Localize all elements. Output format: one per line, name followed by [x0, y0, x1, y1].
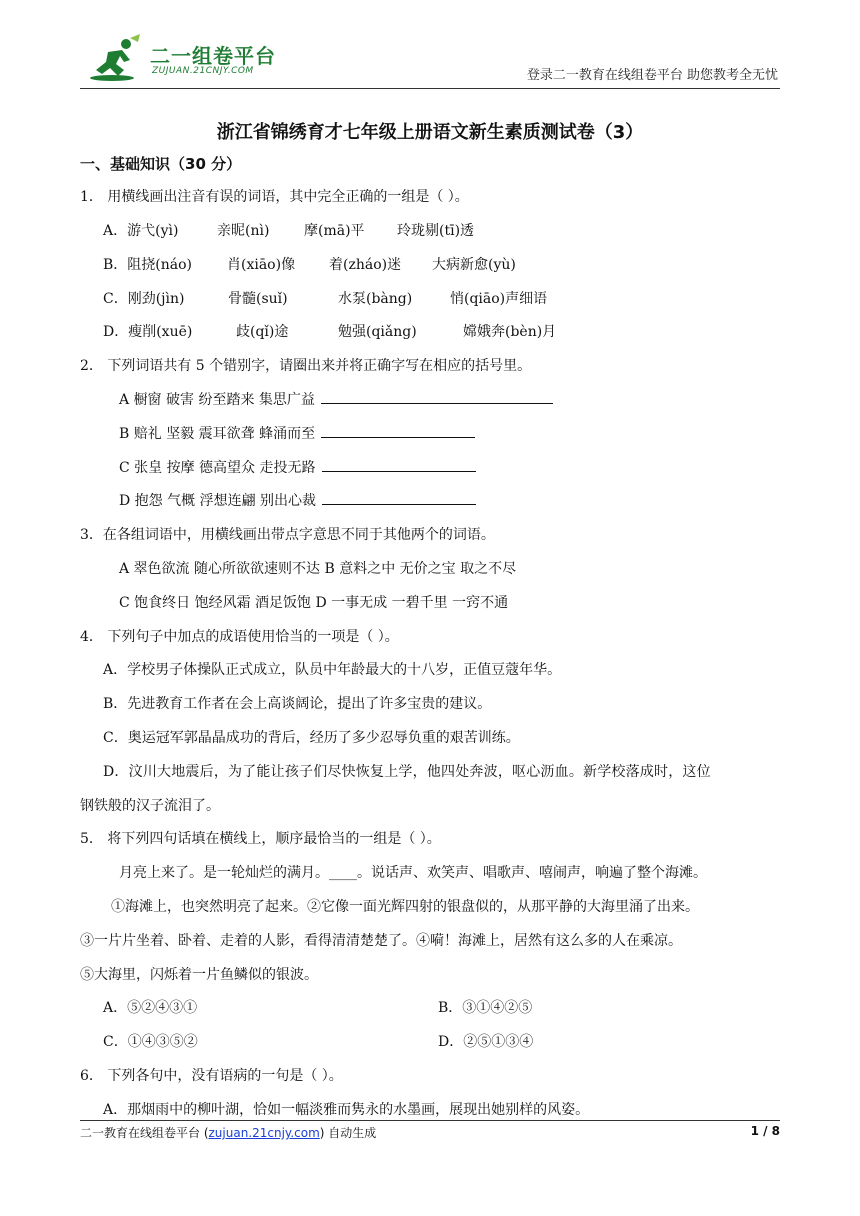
q4-option-d-cont: 钢铁般的汉子流泪了。 — [80, 798, 220, 814]
header-slogan: 登录二一教育在线组卷平台 助您教考全无忧 — [526, 68, 778, 83]
answer-blank[interactable] — [322, 457, 476, 472]
q4-stem: 4． 下列句子中加点的成语使用恰当的一项是（ ）。 — [80, 629, 399, 645]
q3-stem: 3．在各组词语中，用横线画出带点字意思不同于其他两个的词语。 — [80, 527, 495, 543]
q5-option-c: C．①④③⑤② — [103, 1034, 198, 1050]
q5-option-b: B．③①④②⑤ — [438, 1000, 533, 1016]
q5-stem: 5． 将下列四句话填在横线上，顺序最恰当的一组是（ ）。 — [80, 831, 441, 847]
q5-passage-1: 月亮上来了。是一轮灿烂的满月。____。说话声、欢笑声、唱歌声、嘻闹声，响遍了整个海滩。 — [119, 865, 707, 881]
q4-option-c: C．奥运冠军郭晶晶成功的背后，经历了多少忍辱负重的艰苦训练。 — [103, 730, 520, 746]
q6-stem: 6． 下列各句中，没有语病的一句是（ ）。 — [80, 1068, 343, 1084]
runner-logo-icon — [86, 34, 146, 84]
q3-options-ab: A 翠色欲流 随心所欲欲速则不达 B 意料之中 无价之宝 取之不尽 — [119, 561, 517, 577]
answer-blank[interactable] — [321, 389, 553, 404]
logo — [86, 34, 346, 84]
q5-option-d: D．②⑤①③④ — [438, 1034, 534, 1050]
q2-option-d: D 抱怨 气概 浮想连翩 别出心裁 — [119, 490, 476, 510]
q2-option-b: B 赔礼 坚毅 震耳欲聋 蜂涌而至 — [119, 423, 475, 443]
q5-passage-2: ①海滩上，也突然明亮了起来。②它像一面光辉四射的银盘似的，从那平静的大海里涌了出来。 — [111, 899, 699, 915]
q5-passage-4: ⑤大海里，闪烁着一片鱼鳞似的银波。 — [80, 967, 318, 983]
header-divider — [80, 88, 780, 89]
q2-option-c: C 张皇 按摩 德高望众 走投无路 — [119, 457, 476, 477]
q6-option-a: A．那烟雨中的柳叶湖，恰如一幅淡雅而隽永的水墨画，展现出她别样的风姿。 — [103, 1102, 590, 1118]
q5-passage-3: ③一片片坐着、卧着、走着的人影，看得清清楚楚了。④嗬！海滩上，居然有这么多的人在乘凉。 — [80, 933, 682, 949]
answer-blank[interactable] — [322, 490, 476, 505]
q4-option-b: B．先进教育工作者在会上高谈阔论，提出了许多宝贵的建议。 — [103, 696, 492, 712]
logo-text: 二一组卷平台 — [150, 44, 276, 68]
section-heading: 一、基础知识（30 分） — [80, 155, 242, 173]
q2-option-a: A 橱窗 破害 纷至踏来 集思广益 — [119, 389, 553, 409]
page-footer — [80, 1124, 780, 1141]
logo-subtext: ZUJUAN.21CNJY.COM — [152, 66, 254, 76]
footer-link[interactable]: zujuan.21cnjy.com — [208, 1126, 320, 1140]
q1-stem: 1． 用横线画出注音有误的词语，其中完全正确的一组是（ ）。 — [80, 189, 469, 205]
q4-option-d: D．汶川大地震后，为了能让孩子们尽快恢复上学，他四处奔波，呕心沥血。新学校落成时，这位 — [103, 764, 711, 780]
q3-options-cd: C 饱食终日 饱经风霜 酒足饭饱 D 一事无成 一碧千里 一窍不通 — [119, 595, 509, 611]
footer-divider — [80, 1120, 780, 1121]
page-title: 浙江省锦绣育才七年级上册语文新生素质测试卷（3） — [216, 122, 644, 143]
page-number: 1 / 8 — [750, 1124, 780, 1138]
footer-source-suffix: ) 自动生成 — [319, 1126, 377, 1140]
q4-option-a: A．学校男子体操队正式成立，队员中年龄最大的十八岁，正值豆蔻年华。 — [103, 662, 562, 678]
footer-source: 二一教育在线组卷平台 ( — [80, 1126, 209, 1140]
q5-option-a: A．⑤②④③① — [103, 1000, 198, 1016]
q2-stem: 2． 下列词语共有 5 个错别字，请圈出来并将正确字写在相应的括号里。 — [80, 358, 532, 374]
answer-blank[interactable] — [321, 423, 475, 438]
page-header — [80, 28, 780, 88]
